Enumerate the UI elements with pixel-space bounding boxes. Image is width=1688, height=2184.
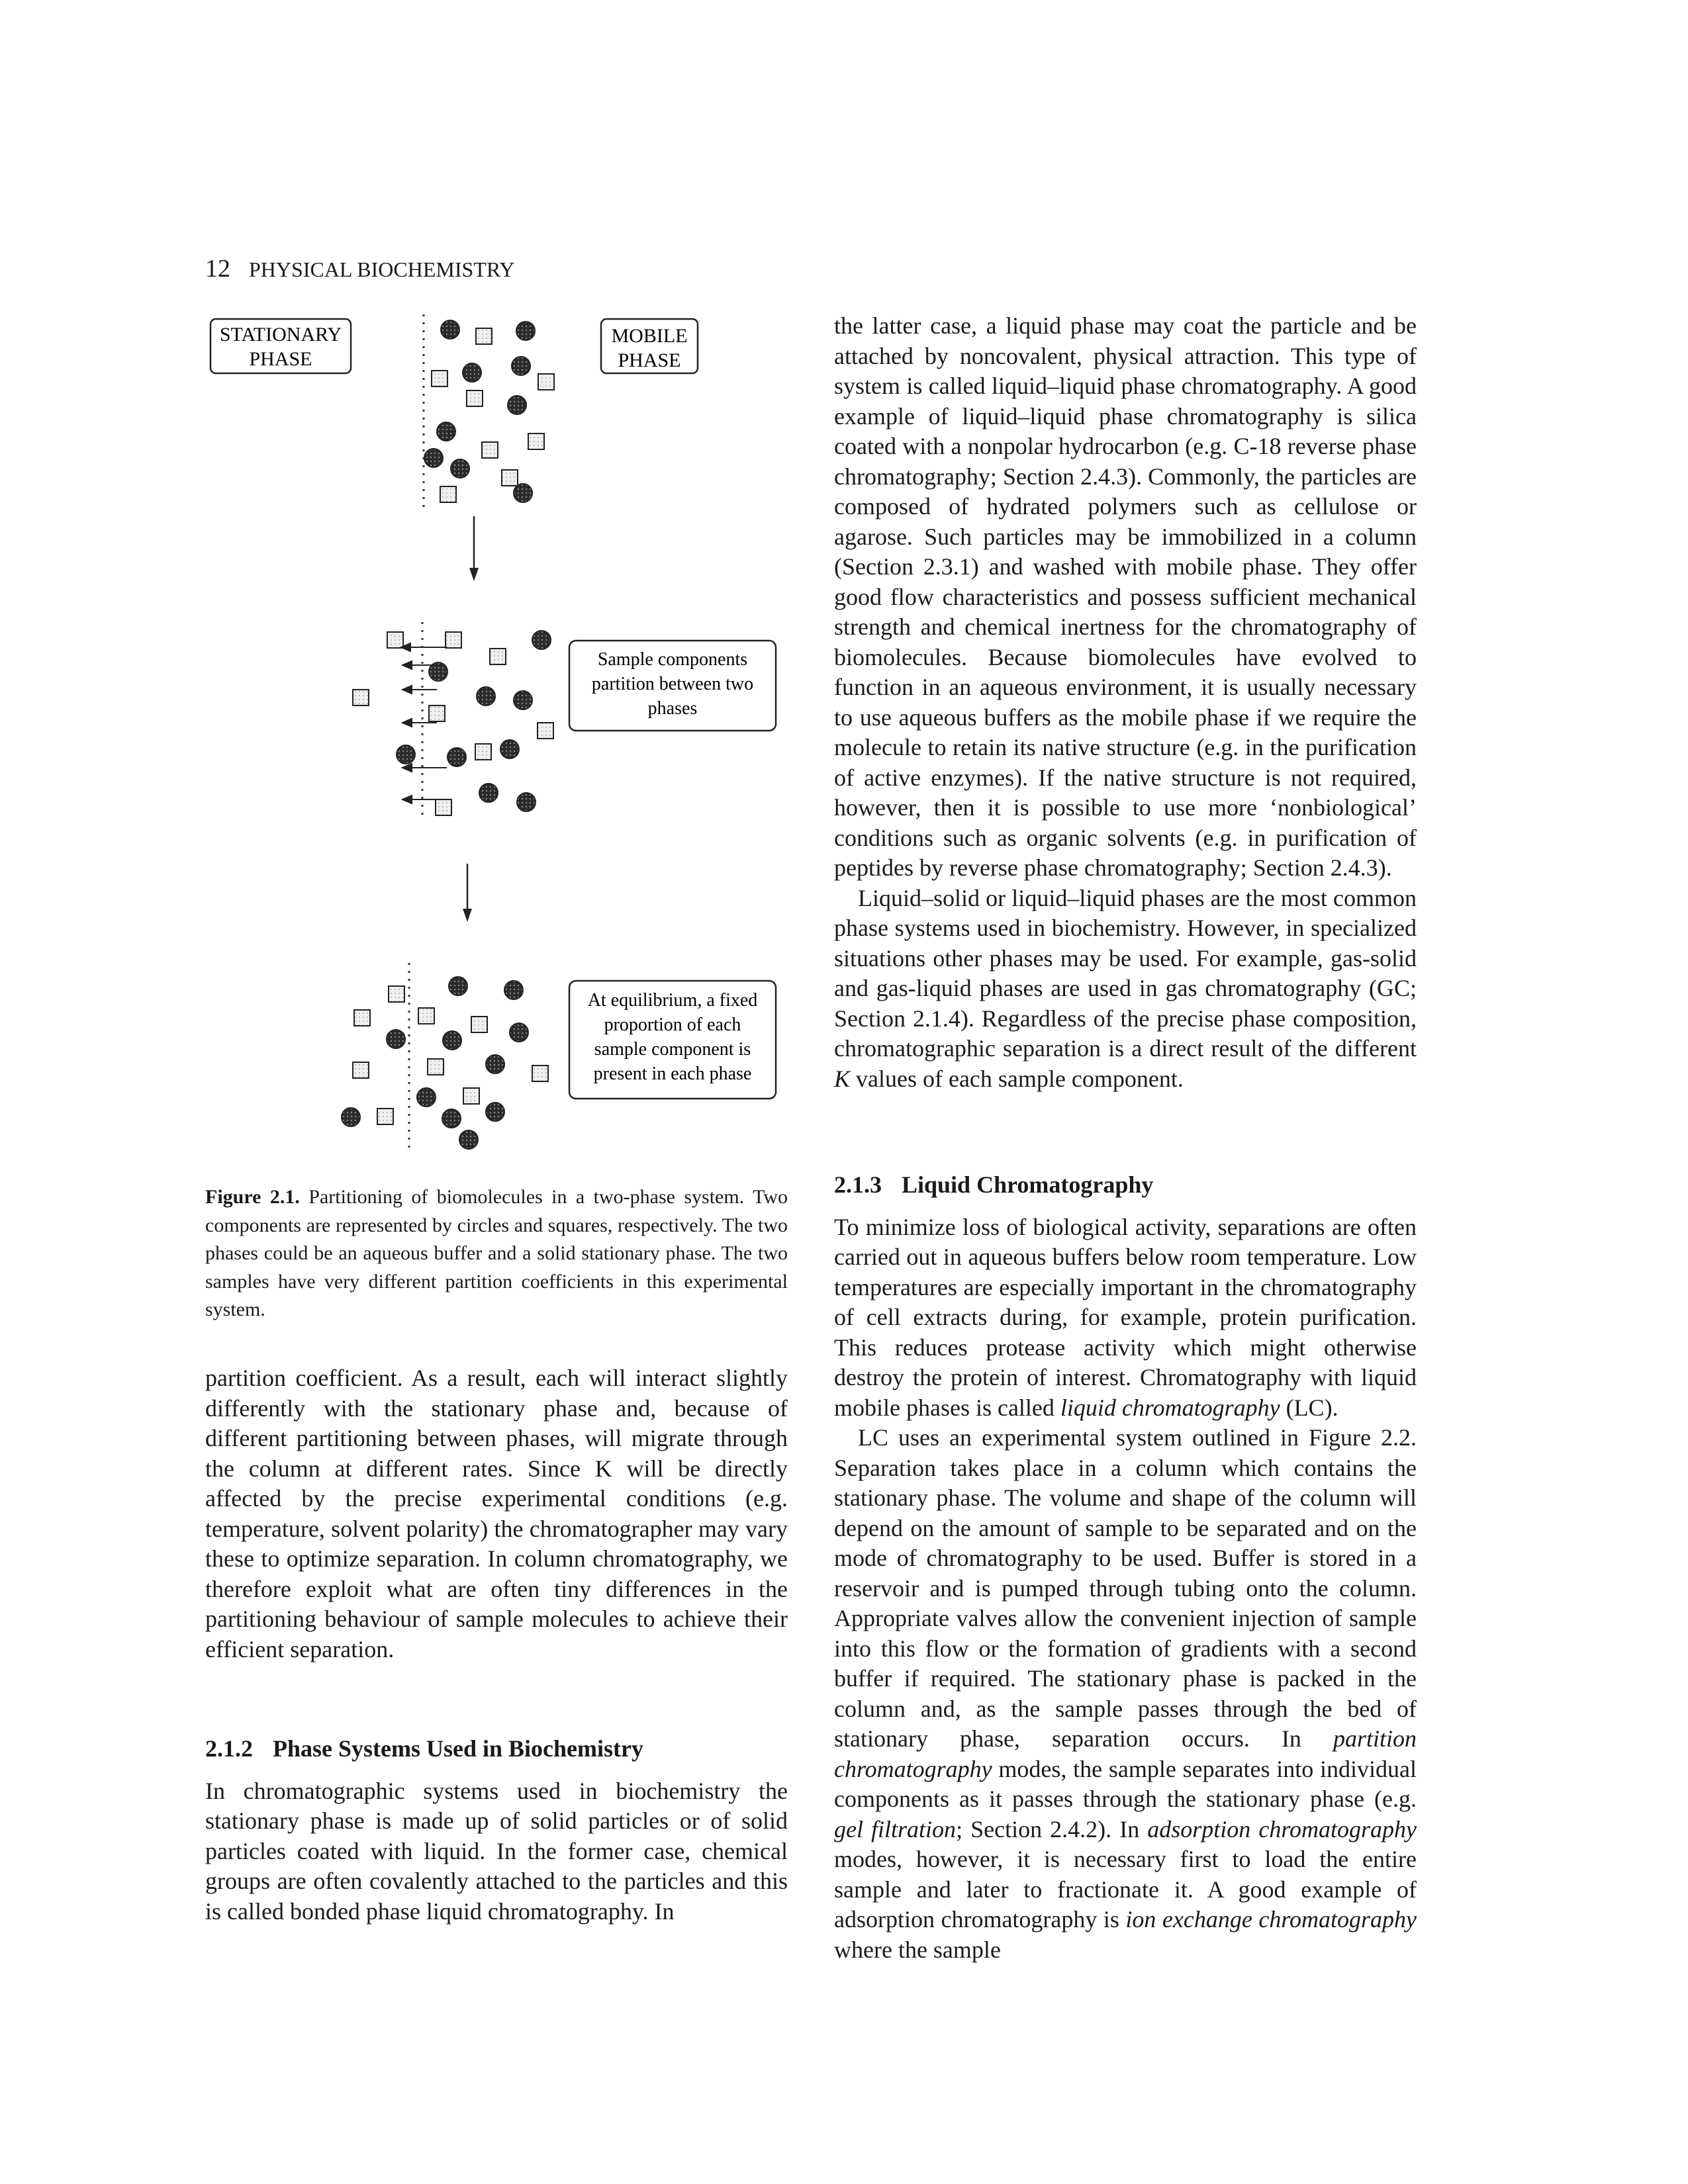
- callout-2-line4: present in each phase: [593, 1064, 752, 1084]
- partition-diagram: [199, 304, 801, 1165]
- text-run: Liquid–solid or liquid–liquid phases are the most common phase systems used in biochemistry. However, in specialized situations other phases may be used. For example, gas-solid and gas-liquid phases are used in gas chromatography (GC; Section 2.1.4). Regardless of the precise phase composition, chromatographic separation is a direct result of the different: [834, 884, 1417, 1062]
- running-title: PHYSICAL BIOCHEMISTRY: [249, 257, 515, 281]
- text-run: modes, however, it is necessary first to load the entire sample and later to fractionate it. A good example of adsorption chromatography is: [834, 1846, 1417, 1933]
- text-run: values of each sample component.: [850, 1065, 1184, 1092]
- term: gel filtration: [834, 1815, 957, 1843]
- caption-label: Figure 2.1.: [205, 1186, 300, 1208]
- left-column-bottom: [205, 1734, 788, 1927]
- mobile-phase-label: [601, 319, 698, 373]
- stationary-phase-label: [211, 319, 351, 373]
- running-header: [205, 254, 515, 283]
- stage-2-molecules: [353, 631, 553, 815]
- text-run: ; Section 2.4.2). In: [956, 1815, 1148, 1843]
- callout-1-line1: Sample components: [597, 649, 748, 670]
- arrow-down-1: [469, 516, 479, 581]
- callout-equilibrium: [569, 981, 776, 1099]
- section-number: 2.1.2: [205, 1735, 253, 1762]
- paragraph: partition coefficient. As a result, each will interact slightly differently with the stationary phase and, because of different partitioning between phases, will migrate through the column at different rates. Since K will be directly affected by the precise experimental conditions (e.g. temperature, solvent polarity) the chromatographer may vary these to optimize separation. In column chromatography, we therefore exploit what are often tiny differences in the partitioning behaviour of sample molecules to achieve their efficient separation.: [205, 1365, 788, 1662]
- paragraph: the latter case, a liquid phase may coat the particle and be attached by noncovalent, physical attraction. This type of system is called liquid–liquid phase chromatography. A good example of liquid–liquid phase chromatography is silica coated with a nonpolar hydrocarbon (e.g. C-18 reverse phase chromatography; Section 2.4.3). Commonly, the particles are composed of hydrated polymers such as cellulose or agarose. Such particles may be immobilized in a column (Section 2.3.1) and washed with mobile phase. They offer good flow characteristics and possess sufficient mechanical strength and chemical inertness for the chromatography of biomolecules. Because biomolecules have evolved to function in an aqueous environment, it is usually necessary to use aqueous buffers as the mobile phase if we require the molecule to retain its native structure (e.g. in the purification of active enzymes). If the native structure is not required, however, then it is possible to use more ‘nonbiological’ conditions such as organic solvents (e.g. in purification of peptides by reverse phase chromatography; Section 2.4.3).: [834, 312, 1417, 881]
- left-column-top: [205, 1363, 788, 1664]
- text-run: where the sample: [834, 1936, 1001, 1963]
- mobile-label-line2: PHASE: [618, 349, 681, 371]
- section-number: 2.1.3: [834, 1171, 882, 1198]
- paragraph: [834, 1212, 1417, 1424]
- section-heading-2-1-2: [205, 1734, 788, 1764]
- right-column-top: [834, 311, 1417, 1094]
- term: liquid chromatography: [1060, 1394, 1280, 1421]
- text-run: modes, the sample separates into individual components as it passes through the stationary phase (e.g.: [834, 1755, 1417, 1812]
- text-run: LC uses an experimental system outlined in Figure 2.2. Separation takes place in a column which contains the stationary phase. The volume and shape of the column will depend on the amount of sample to be separated and on the mode of chromatography to be used. Buffer is stored in a reservoir and is pumped through tubing onto the column. Appropriate valves allow the convenient injection of sample into this flow or the formation of gradients with a second buffer if required. The stationary phase is packed in the column and, as the sample passes through the bed of stationary phase, separation occurs. In: [834, 1424, 1417, 1752]
- callout-2-line1: At equilibrium, a fixed: [587, 990, 758, 1011]
- callout-1-line3: phases: [647, 698, 698, 719]
- arrow-down-2: [463, 864, 472, 922]
- page-number: 12: [205, 255, 230, 283]
- paragraph: [834, 1423, 1417, 1965]
- text-run: (LC).: [1280, 1394, 1338, 1421]
- callout-2-line2: proportion of each: [604, 1015, 741, 1035]
- section-title: Phase Systems Used in Biochemistry: [273, 1735, 643, 1762]
- callout-partition: [569, 641, 776, 731]
- section-heading-2-1-3: [834, 1170, 1417, 1201]
- term: adsorption chromatography: [1147, 1815, 1417, 1843]
- stationary-label-line2: PHASE: [249, 348, 312, 370]
- text-run: To minimize loss of biological activity, separations are often carried out in aqueous buffers below room temperature. Low temperatures are especially important in the chromatography of cell extracts during, for example, protein purification. This reduces protease activity which might otherwise destroy the protein of interest. Chromatography with liquid mobile phases is called: [834, 1213, 1417, 1421]
- right-column-bottom: [834, 1170, 1417, 1965]
- figure-caption: [205, 1183, 788, 1324]
- caption-text: Partitioning of biomolecules in a two-phase system. Two components are represented by circles and squares, respectively. The two phases could be an aqueous buffer and a solid stationary phase. The two samples have very different partition coefficients in this experimental system.: [205, 1186, 788, 1320]
- section-title: Liquid Chromatography: [902, 1171, 1154, 1198]
- paragraph: [834, 884, 1417, 1095]
- callout-1-line2: partition between two: [591, 674, 754, 694]
- mobile-label-line1: MOBILE: [611, 325, 688, 347]
- callout-2-line3: sample component is: [594, 1039, 751, 1060]
- stage-3-molecules: [342, 977, 548, 1149]
- stage-1-molecules: [424, 320, 554, 502]
- stationary-label-line1: STATIONARY: [219, 324, 342, 345]
- term: ion exchange chromatography: [1125, 1906, 1417, 1933]
- paragraph: In chromatographic systems used in biochemistry the stationary phase is made up of solid particles or of solid particles coated with liquid. In the former case, chemical groups are often covalently attached to the particles and this is called bonded phase liquid chromatography. In: [205, 1777, 788, 1925]
- variable-k: K: [834, 1065, 851, 1092]
- term: partition chromatography: [834, 1725, 1417, 1782]
- figure-2-1: [199, 304, 801, 1165]
